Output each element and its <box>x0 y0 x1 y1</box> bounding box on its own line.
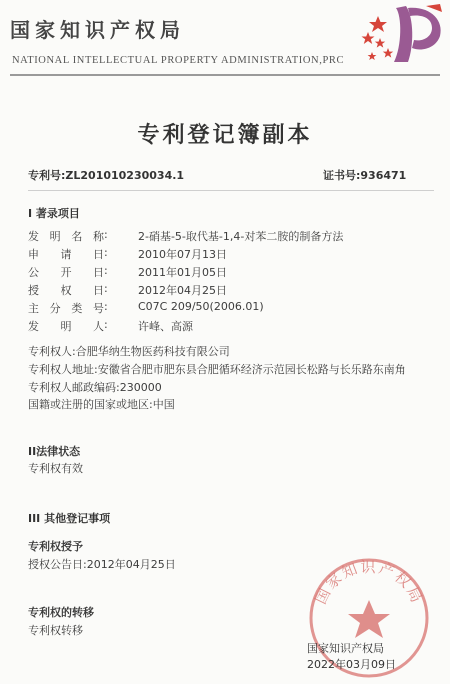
field-label-char: 称 <box>92 230 104 243</box>
field-label-char: 请 <box>60 248 72 261</box>
field-label-char: 明 <box>60 320 72 333</box>
seal-text: 国家知识产权局 <box>311 558 427 608</box>
field-label-char: 申 <box>28 248 39 261</box>
signature-date: 2022年03月09日 <box>307 658 396 671</box>
field-value-title: 2-硝基-5-取代基-1,4-对苯二胺的制备方法 <box>138 230 344 243</box>
field-colon: : <box>104 300 108 313</box>
org-name-en: NATIONAL INTELLECTUAL PROPERTY ADMINISTRATION,PRC <box>12 55 345 66</box>
transfer-subheading: 专利权的转移 <box>28 606 94 619</box>
owner-line: 专利权人:合肥华纳生物医药科技有限公司 <box>28 345 230 358</box>
field-colon: : <box>104 246 108 259</box>
field-label-char: 授 <box>28 284 39 297</box>
field-colon: : <box>104 282 108 295</box>
document-title: 专利登记簿副本 <box>137 122 313 148</box>
legal-status: 专利权有效 <box>28 462 83 475</box>
transfer-text: 专利权转移 <box>28 624 83 637</box>
field-colon: : <box>104 264 108 277</box>
signature-org: 国家知识产权局 <box>307 642 384 655</box>
field-colon: : <box>104 318 108 331</box>
field-label-char: 类 <box>71 302 83 315</box>
field-label-char: 权 <box>60 284 72 297</box>
field-label <box>28 282 104 298</box>
field-label-char: 主 <box>28 302 39 315</box>
field-label <box>28 228 104 244</box>
owner-address-line: 专利权人地址:安徽省合肥市肥东县合肥循环经济示范园长松路与长乐路东南角 <box>28 363 406 376</box>
field-value-grant-date: 2012年04月25日 <box>138 284 227 297</box>
grant-announcement: 授权公告日:2012年04月25日 <box>28 558 176 571</box>
field-label-char: 号 <box>92 302 104 315</box>
field-label-char: 分 <box>49 302 61 315</box>
cnipa-logo-icon <box>356 2 446 68</box>
field-label-char: 日 <box>93 248 104 261</box>
top-divider <box>28 190 434 191</box>
svg-text:国家知识产权局 <box>311 558 426 607</box>
owner-postcode-line: 专利权人邮政编码:230000 <box>28 381 162 394</box>
field-value-publication-date: 2011年01月05日 <box>138 266 227 279</box>
org-name-cn: 国家知识产权局 <box>10 18 185 42</box>
field-value-filing-date: 2010年07月13日 <box>138 248 227 261</box>
patent-number: 专利号:ZL201010230034.1 <box>28 169 185 182</box>
field-label-char: 开 <box>60 266 72 279</box>
field-label-char: 日 <box>93 266 104 279</box>
field-label-char: 人 <box>93 320 104 333</box>
field-label-char: 公 <box>28 266 39 279</box>
certificate-number: 证书号:936471 <box>323 169 407 182</box>
field-label <box>28 246 104 262</box>
section-3-heading: III 其他登记事项 <box>28 512 111 525</box>
field-label-char: 发 <box>28 320 39 333</box>
grant-subheading: 专利权授予 <box>28 540 83 553</box>
header-divider <box>10 74 440 76</box>
section-1-heading: I 著录项目 <box>28 207 80 220</box>
field-colon: : <box>104 228 108 241</box>
field-label-char: 明 <box>49 230 61 243</box>
field-label <box>28 300 104 316</box>
field-value-classification: C07C 209/50(2006.01) <box>138 300 264 313</box>
field-label-char: 日 <box>93 284 104 297</box>
field-label <box>28 264 104 280</box>
field-label-char: 名 <box>71 230 83 243</box>
field-value-inventors: 许峰、高源 <box>138 320 193 333</box>
section-2-heading: II法律状态 <box>28 445 81 458</box>
field-label <box>28 318 104 334</box>
field-label-char: 发 <box>28 230 39 243</box>
owner-country-line: 国籍或注册的国家或地区:中国 <box>28 398 175 411</box>
